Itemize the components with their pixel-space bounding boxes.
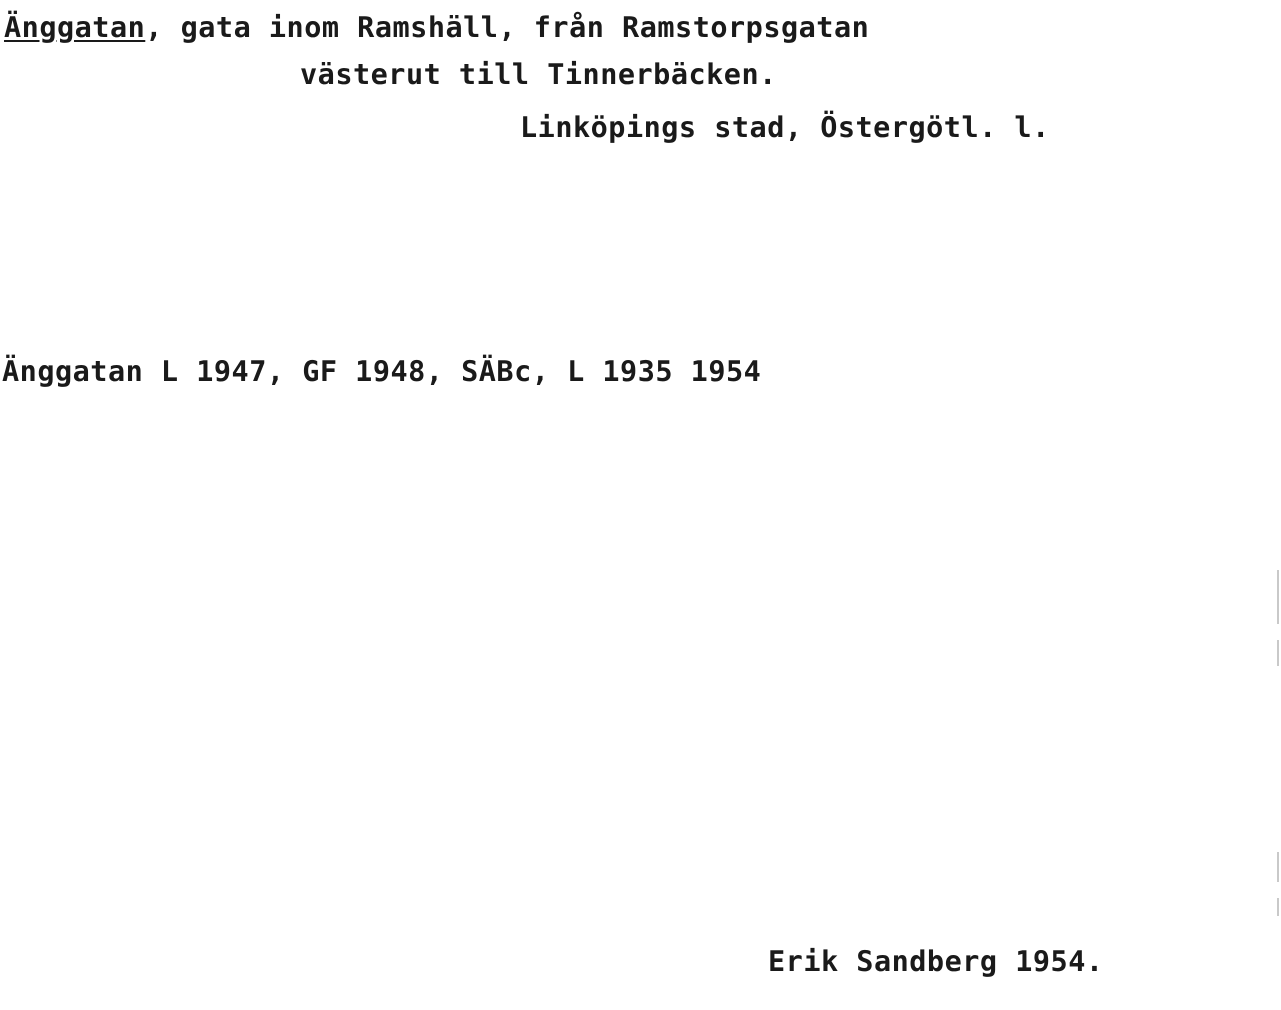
sources-line: Änggatan L 1947, GF 1948, SÄBc, L 1935 1954: [2, 355, 762, 388]
headword: Änggatan: [4, 11, 146, 44]
location-line: Linköpings stad, Östergötl. l.: [520, 111, 1050, 144]
signature-line: Erik Sandberg 1954.: [768, 945, 1104, 978]
definition-line-2: västerut till Tinnerbäcken.: [300, 58, 777, 91]
edge-artifact: [1277, 570, 1279, 624]
edge-artifact: [1277, 852, 1279, 882]
definition-line-1-rest: , gata inom Ramshäll, från Ramstorpsgatan: [145, 11, 870, 44]
edge-artifact: [1277, 640, 1279, 666]
definition-line-1: [4, 8, 869, 48]
edge-artifact: [1277, 898, 1279, 916]
